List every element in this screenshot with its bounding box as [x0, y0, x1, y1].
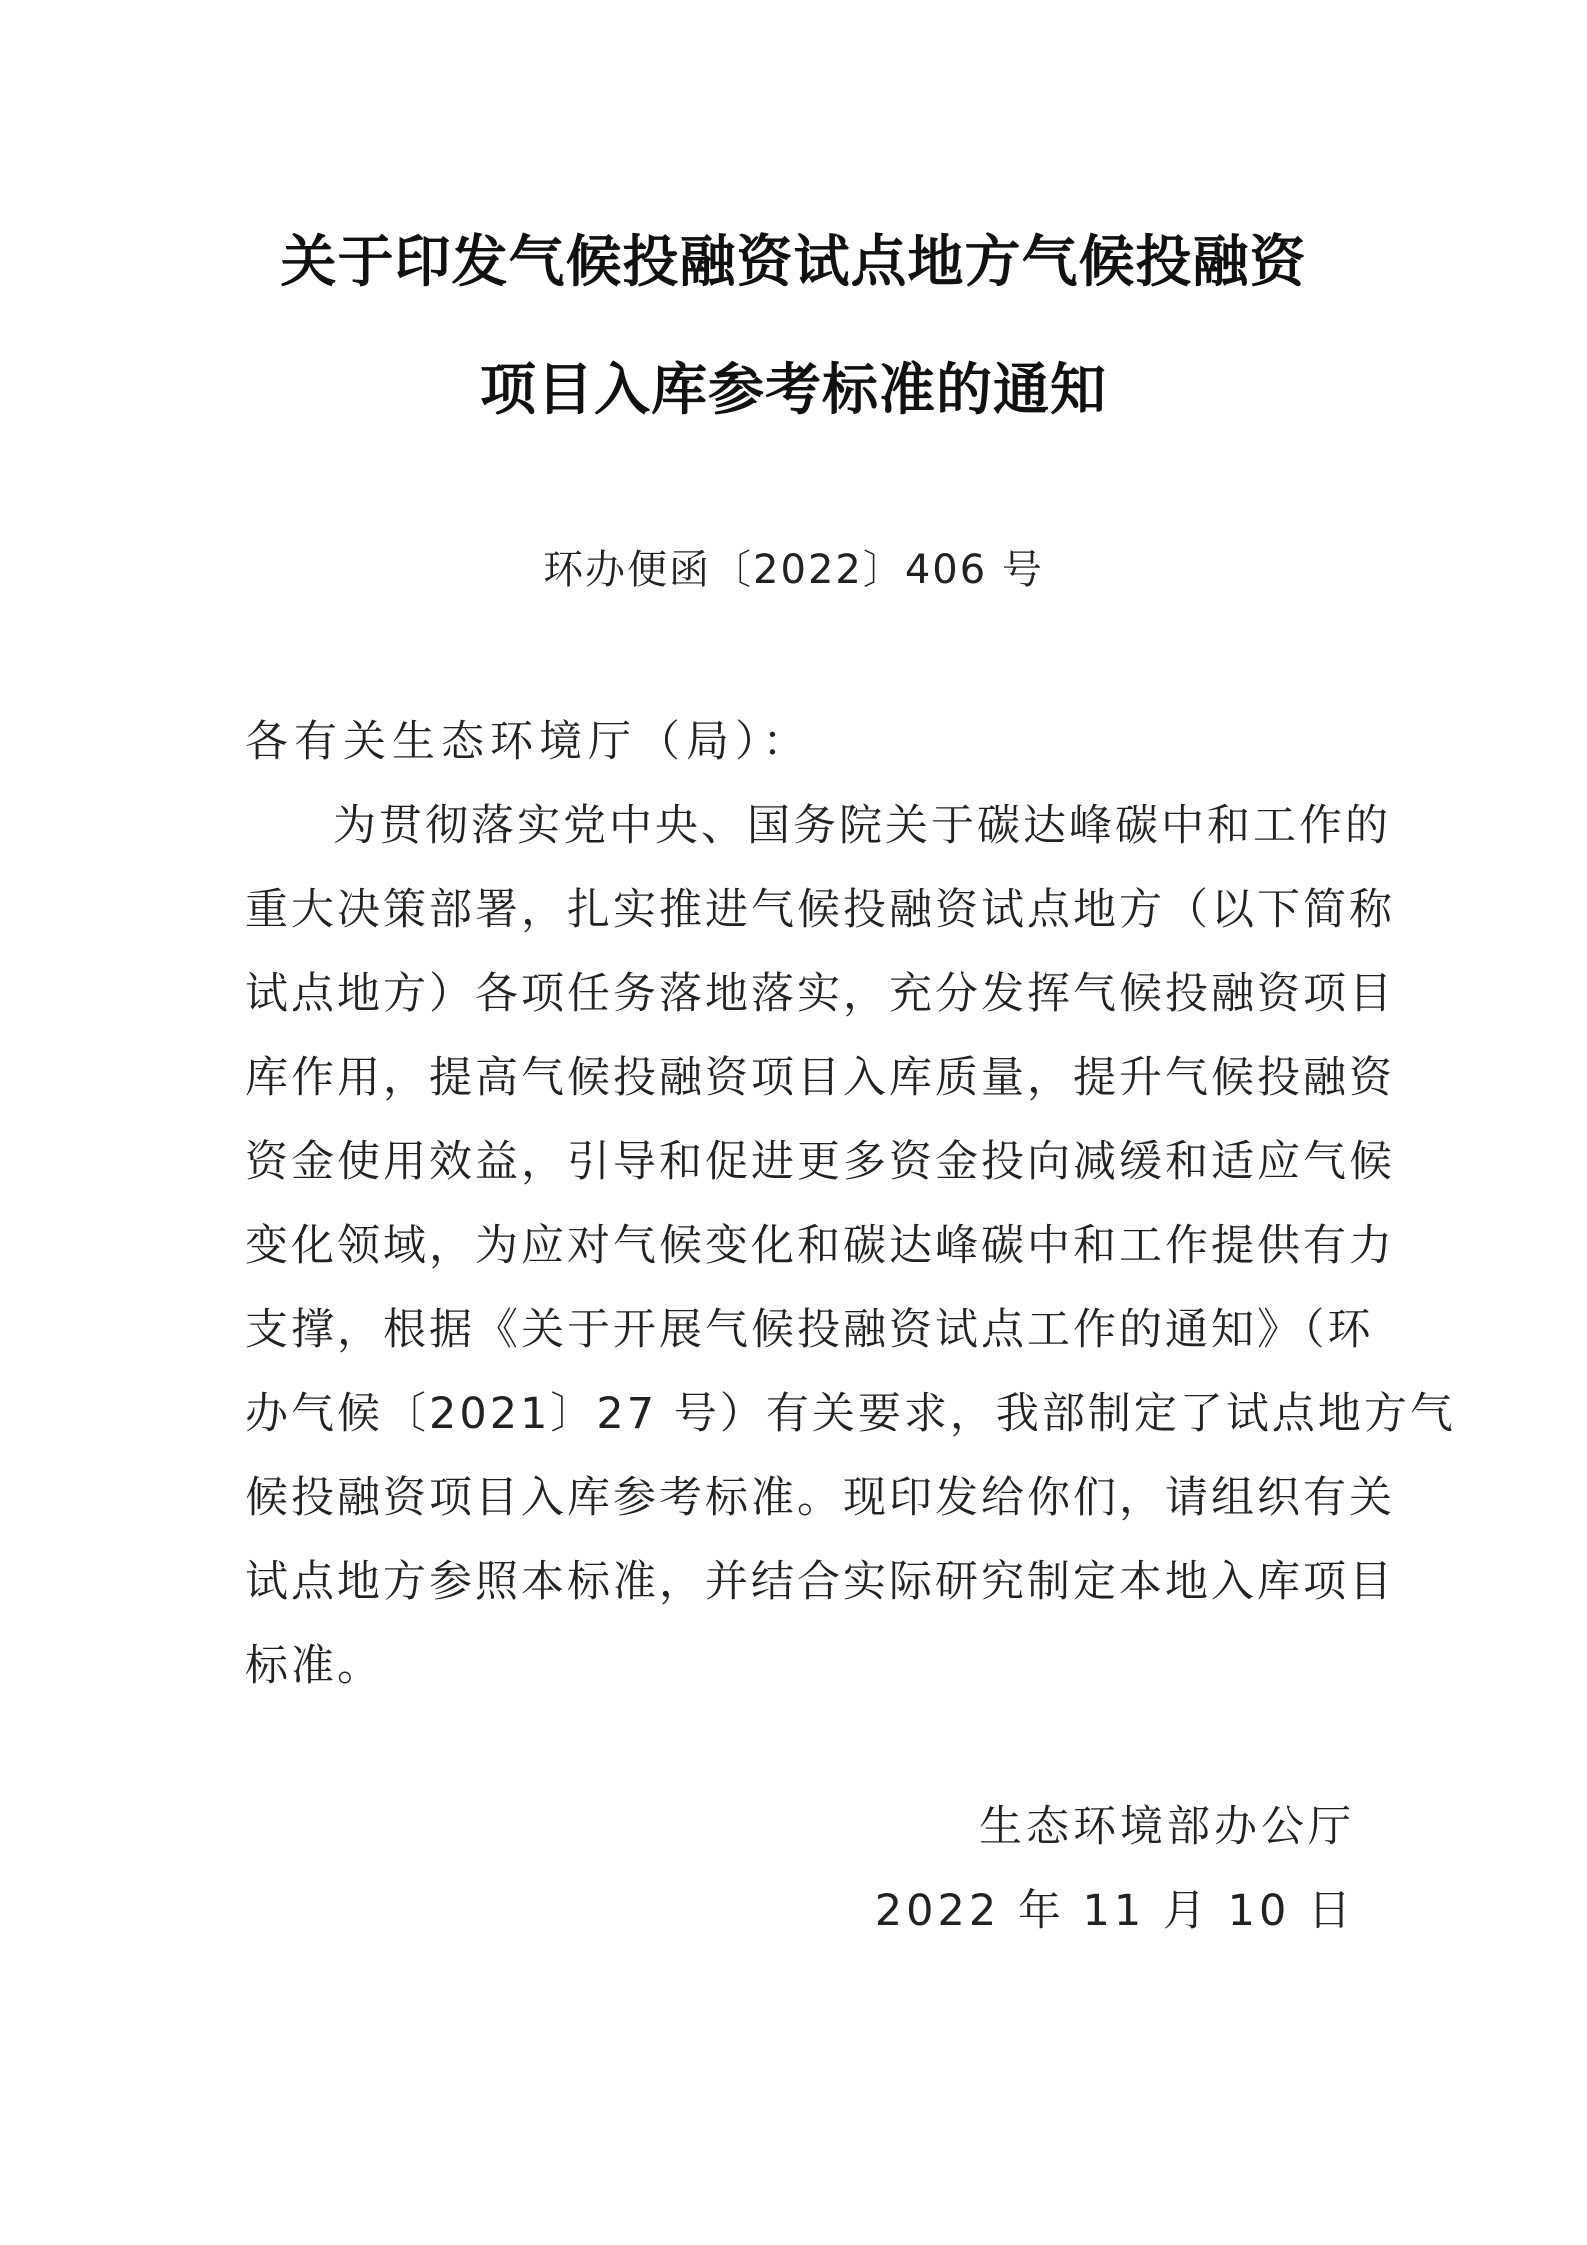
body-line: 候投融资项目入库参考标准。现印发给你们，请组织有关	[245, 1473, 1395, 1523]
body-line: 办气候〔2021〕27 号）有关要求，我部制定了试点地方气	[245, 1389, 1456, 1439]
body-line: 支撑，根据《关于开展气候投融资试点工作的通知》（环	[245, 1305, 1374, 1355]
document-title-line-1: 关于印发气候投融资试点地方气候投融资	[280, 229, 1307, 295]
body-line: 为贯彻落实党中央、国务院关于碳达峰碳中和工作的	[333, 801, 1391, 851]
issue-date: 2022 年 11 月 10 日	[874, 1886, 1355, 1936]
document-number: 环办便函〔2022〕406 号	[543, 547, 1044, 593]
body-line: 资金使用效益，引导和促进更多资金投向减缓和适应气候	[245, 1137, 1395, 1187]
body-line: 库作用，提高气候投融资项目入库质量，提升气候投融资	[245, 1053, 1395, 1103]
issuing-office: 生态环境部办公厅	[979, 1802, 1355, 1852]
body-line: 试点地方）各项任务落地落实，充分发挥气候投融资项目	[245, 969, 1395, 1019]
signature-block	[875, 1785, 1355, 1953]
body-line: 变化领域，为应对气候变化和碳达峰碳中和工作提供有力	[245, 1221, 1395, 1271]
body-line: 标准。	[245, 1641, 383, 1691]
document-body	[245, 700, 1456, 1708]
salutation: 各有关生态环境厅（局）：	[245, 717, 812, 767]
document-title-line-2: 项目入库参考标准的通知	[480, 357, 1107, 423]
body-line: 重大决策部署，扎实推进气候投融资试点地方（以下简称	[245, 885, 1395, 935]
body-line: 试点地方参照本标准，并结合实际研究制定本地入库项目	[245, 1557, 1395, 1607]
